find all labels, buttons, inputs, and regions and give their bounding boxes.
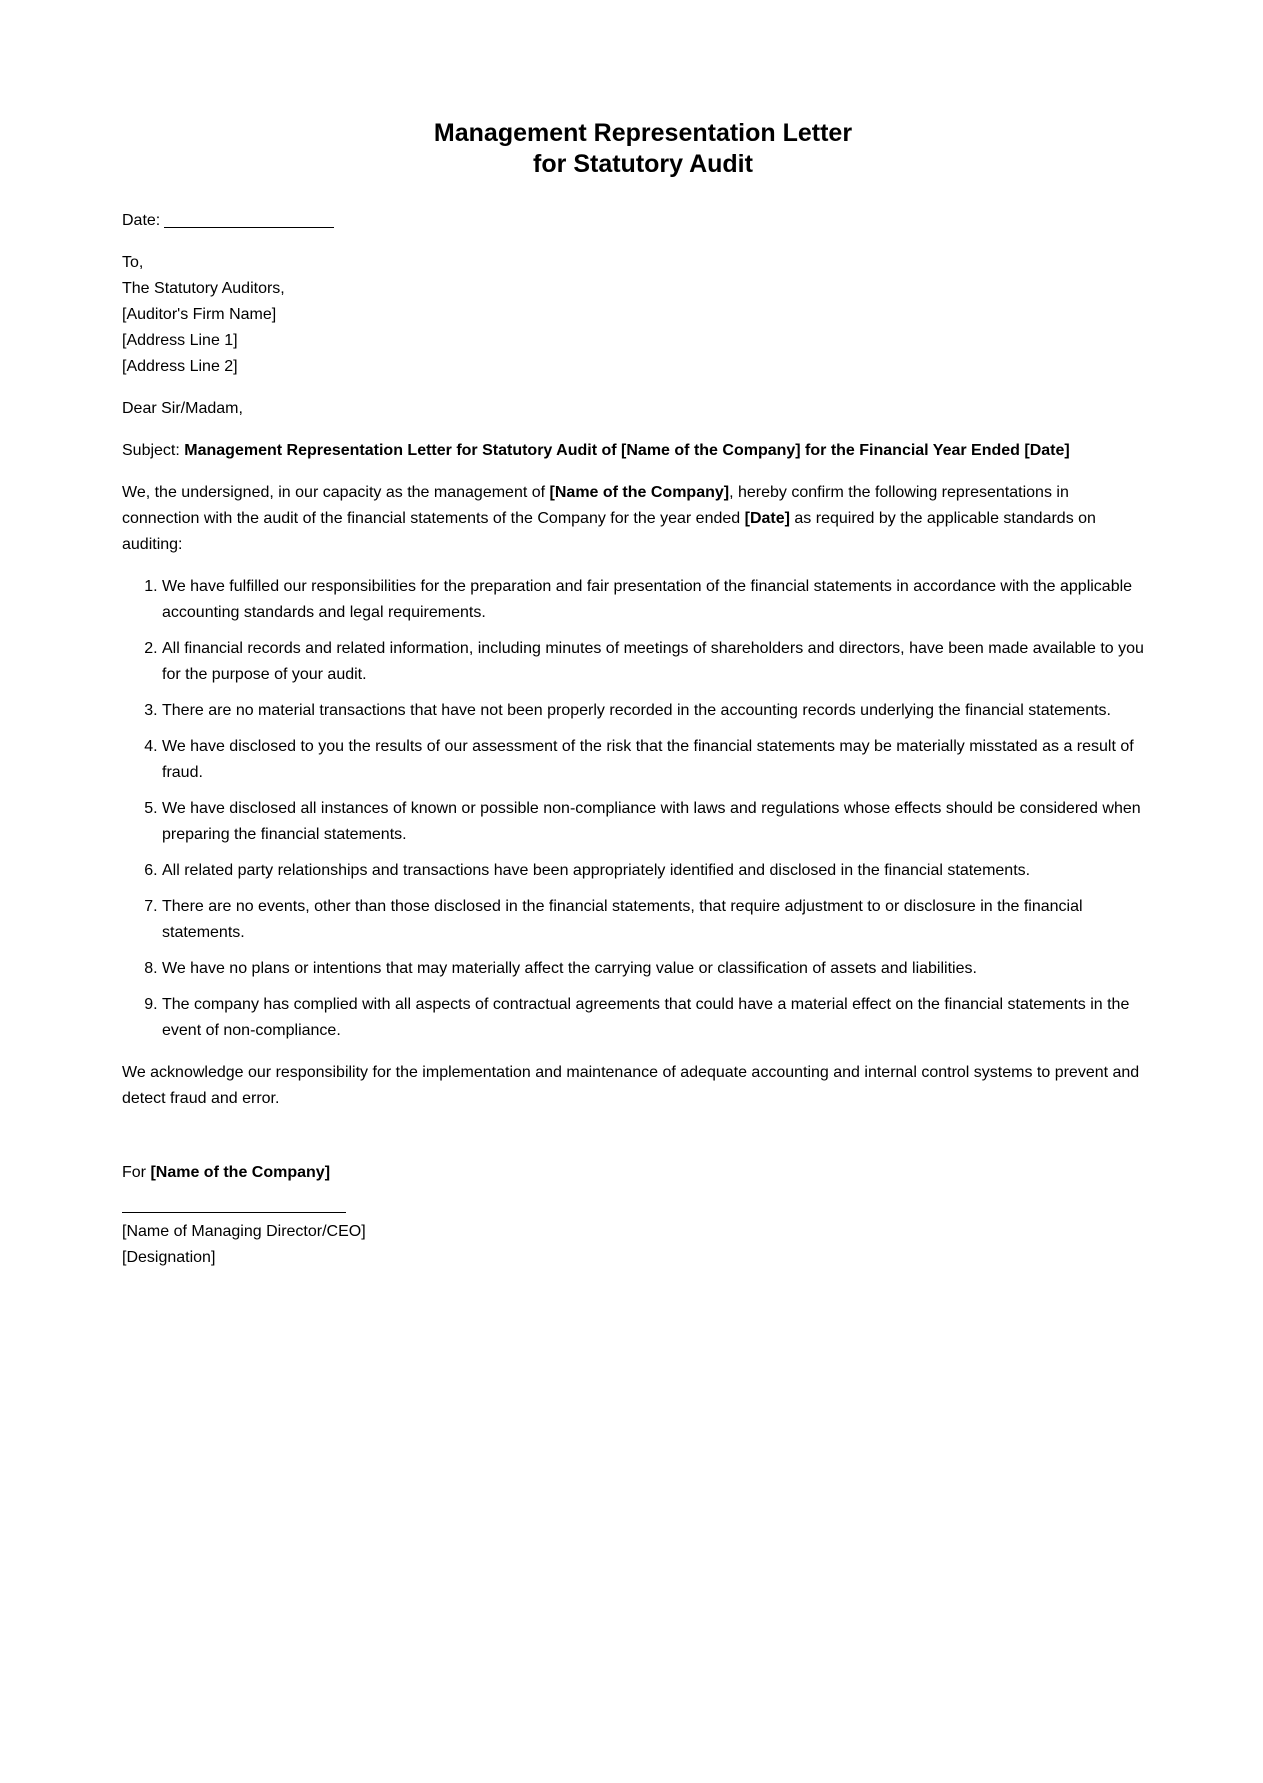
signoff-for-label: For bbox=[122, 1164, 146, 1181]
intro-date: [Date] bbox=[744, 510, 790, 527]
representation-item: 1. We have fulfilled our responsibilities for the preparation and fair presentation of the financial statements in accordance with the applicable accounting standards and legal requirements. bbox=[162, 574, 1150, 626]
title-line-1: Management Representation Letter bbox=[433, 119, 853, 147]
representation-item: 2. All financial records and related information, including minutes of meetings of shareholders and directors, have been made available to you for the purpose of your audit. bbox=[162, 636, 1150, 688]
representation-item: 3. There are no material transactions that have not been properly recorded in the accounting records underlying the financial statements. bbox=[162, 698, 1150, 724]
signatory-designation: [Designation] bbox=[122, 1249, 216, 1266]
address-block bbox=[122, 250, 1150, 380]
representation-item: 4. We have disclosed to you the results of our assessment of the risk that the financial statements may be materially misstated as a result of fraud. bbox=[162, 734, 1150, 786]
title-line-2: for Statutory Audit bbox=[533, 150, 753, 178]
date-blank bbox=[164, 210, 334, 228]
representation-item: 5. We have disclosed all instances of known or possible non-compliance with laws and regulations whose effects should be considered when preparing the financial statements. bbox=[162, 796, 1150, 848]
address-recipient: The Statutory Auditors, bbox=[122, 280, 285, 297]
date-label: Date: bbox=[122, 212, 161, 229]
date-line bbox=[122, 208, 1150, 234]
intro-part-2: , hereby confirm the following representations in connection with the audit of the financial statements of the Company for the year ended bbox=[122, 484, 1069, 527]
address-to: To, bbox=[122, 254, 144, 271]
subject-label: Subject: bbox=[122, 442, 180, 459]
representation-item: 9. The company has complied with all aspects of contractual agreements that could have a material effect on the financial statements in the event of non-compliance. bbox=[162, 992, 1150, 1044]
address-firm: [Auditor's Firm Name] bbox=[122, 306, 277, 323]
address-line-1: [Address Line 1] bbox=[122, 332, 238, 349]
signature-line bbox=[122, 1208, 346, 1213]
representation-item: 8. We have no plans or intentions that may materially affect the carrying value or classification of assets and liabilities. bbox=[162, 956, 1150, 982]
letter-page bbox=[122, 118, 1150, 1271]
representations-list bbox=[122, 574, 1150, 1044]
representation-item: 7. There are no events, other than those disclosed in the financial statements, that require adjustment to or disclosure in the financial statements. bbox=[162, 894, 1150, 946]
intro-paragraph bbox=[122, 480, 1150, 558]
signatory-name: [Name of Managing Director/CEO] bbox=[122, 1223, 366, 1240]
subject-text: Management Representation Letter for Statutory Audit of [Name of the Company] for the Financial Year Ended [Date] bbox=[184, 442, 1070, 459]
representation-item: 6. All related party relationships and transactions have been appropriately identified and disclosed in the financial statements. bbox=[162, 858, 1150, 884]
subject-line bbox=[122, 438, 1150, 464]
signoff-company: [Name of the Company] bbox=[150, 1164, 331, 1181]
intro-company: [Name of the Company] bbox=[549, 484, 730, 501]
salutation: Dear Sir/Madam, bbox=[122, 400, 243, 417]
letter-title bbox=[129, 118, 1157, 180]
acknowledgement-paragraph: We acknowledge our responsibility for the implementation and maintenance of adequate accounting and internal control systems to prevent and detect fraud and error. bbox=[122, 1064, 1140, 1107]
signature-block bbox=[122, 1208, 1150, 1271]
address-line-2: [Address Line 2] bbox=[122, 358, 238, 375]
intro-part-3: as required by the applicable standards on auditing: bbox=[122, 510, 1096, 553]
signoff-for-line bbox=[122, 1160, 1150, 1186]
intro-part-1: We, the undersigned, in our capacity as the management of bbox=[122, 484, 546, 501]
